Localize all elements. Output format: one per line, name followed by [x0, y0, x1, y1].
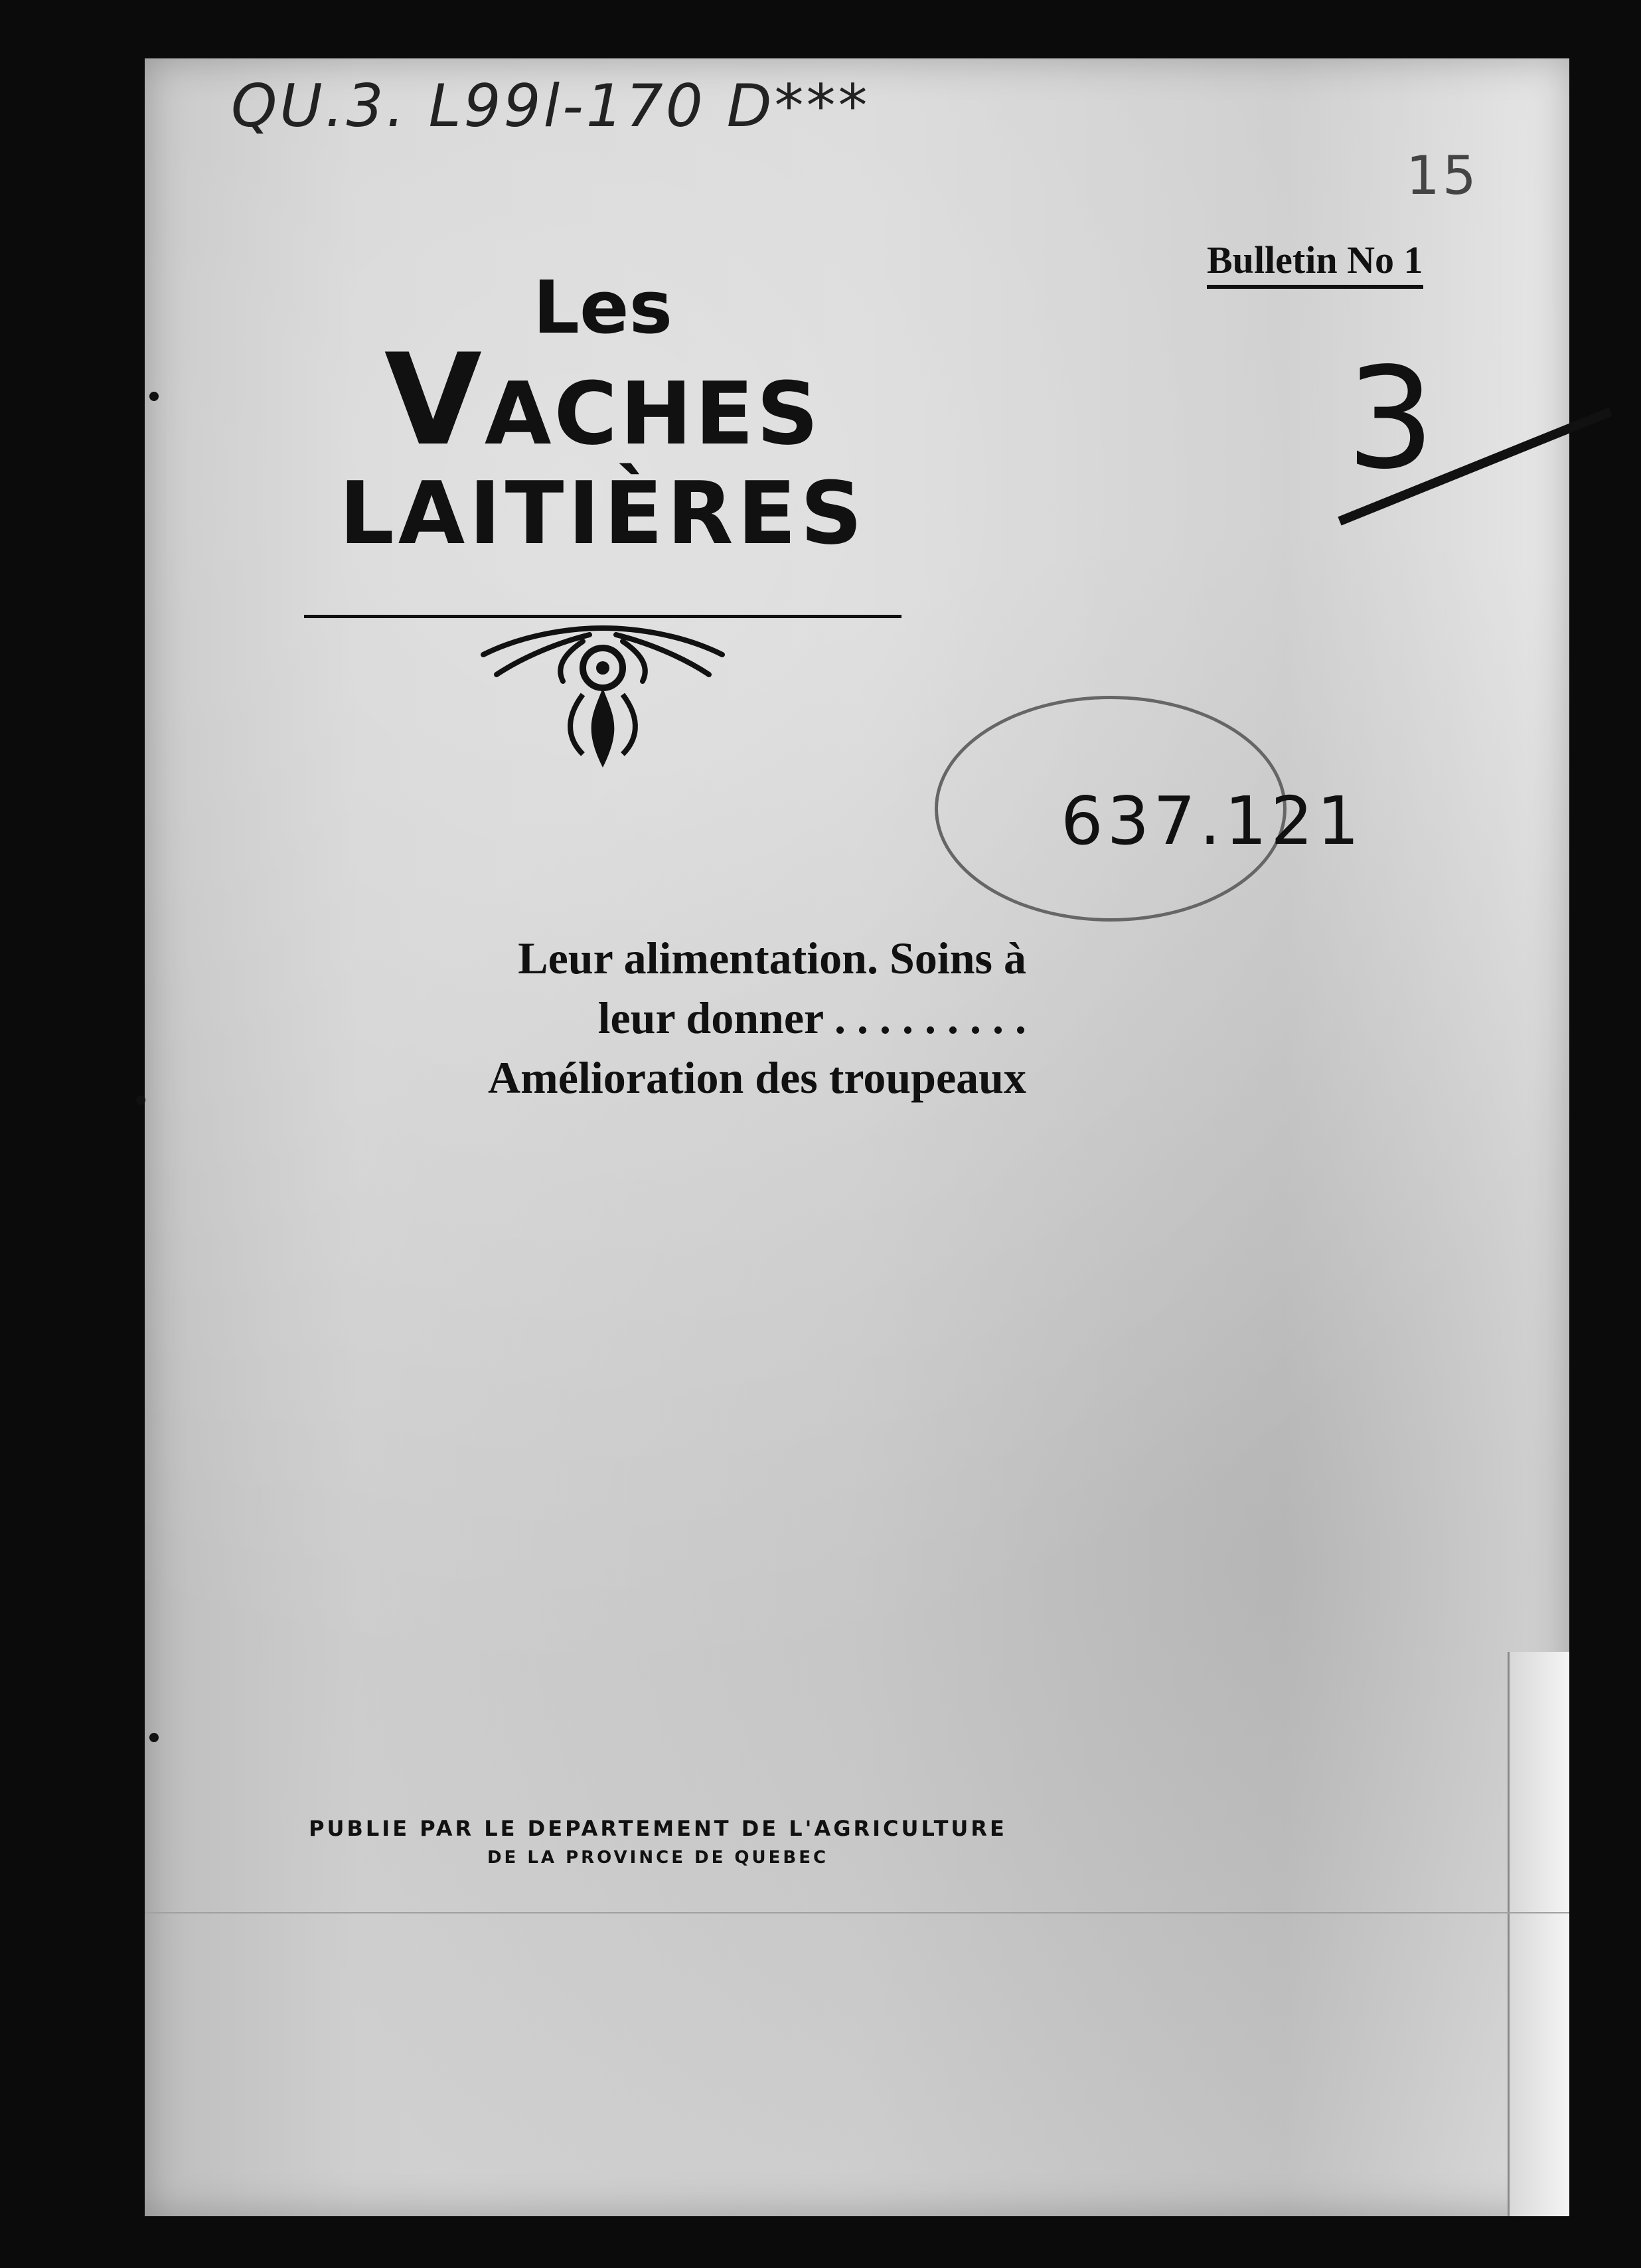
handwritten-big-number: 3 — [1346, 337, 1435, 500]
bulletin-label: Bulletin No 1 — [1207, 238, 1423, 289]
title-initial-cap: V — [384, 327, 485, 473]
cover-title — [304, 264, 901, 563]
handwritten-call-number: QU.3. L99l-170 D*** — [231, 72, 870, 140]
title-line-vaches — [304, 327, 901, 473]
subtitle-block — [289, 928, 1026, 1107]
fold-line — [145, 1912, 1569, 1913]
handwritten-page-number: 15 — [1406, 145, 1479, 206]
publisher-line-1: PUBLIE PAR LE DEPARTEMENT DE L'AGRICULTURE — [309, 1816, 1007, 1841]
page-edge — [1508, 1652, 1569, 2216]
ornament-icon — [404, 621, 802, 774]
binding-hole — [149, 1733, 159, 1742]
binding-hole — [136, 1095, 145, 1105]
publisher-line-2: DE LA PROVINCE DE QUEBEC — [487, 1848, 829, 1868]
subtitle-line-3: Amélioration des troupeaux — [488, 1052, 1026, 1103]
title-vaches-rest: ACHES — [484, 363, 822, 464]
title-rule — [304, 615, 901, 618]
subtitle-line-1: Leur alimentation. Soins à — [518, 933, 1026, 983]
title-line-les: Les — [532, 265, 673, 350]
subtitle-line-2: leur donner . . . . . . . . . — [597, 993, 1026, 1043]
binding-hole — [149, 392, 159, 401]
publisher-block — [289, 1813, 1026, 1871]
stamp-call-number: 637.121 — [1061, 782, 1364, 860]
cover-page — [145, 58, 1569, 2216]
title-line-laitieres: LAITIÈRES — [339, 463, 867, 564]
